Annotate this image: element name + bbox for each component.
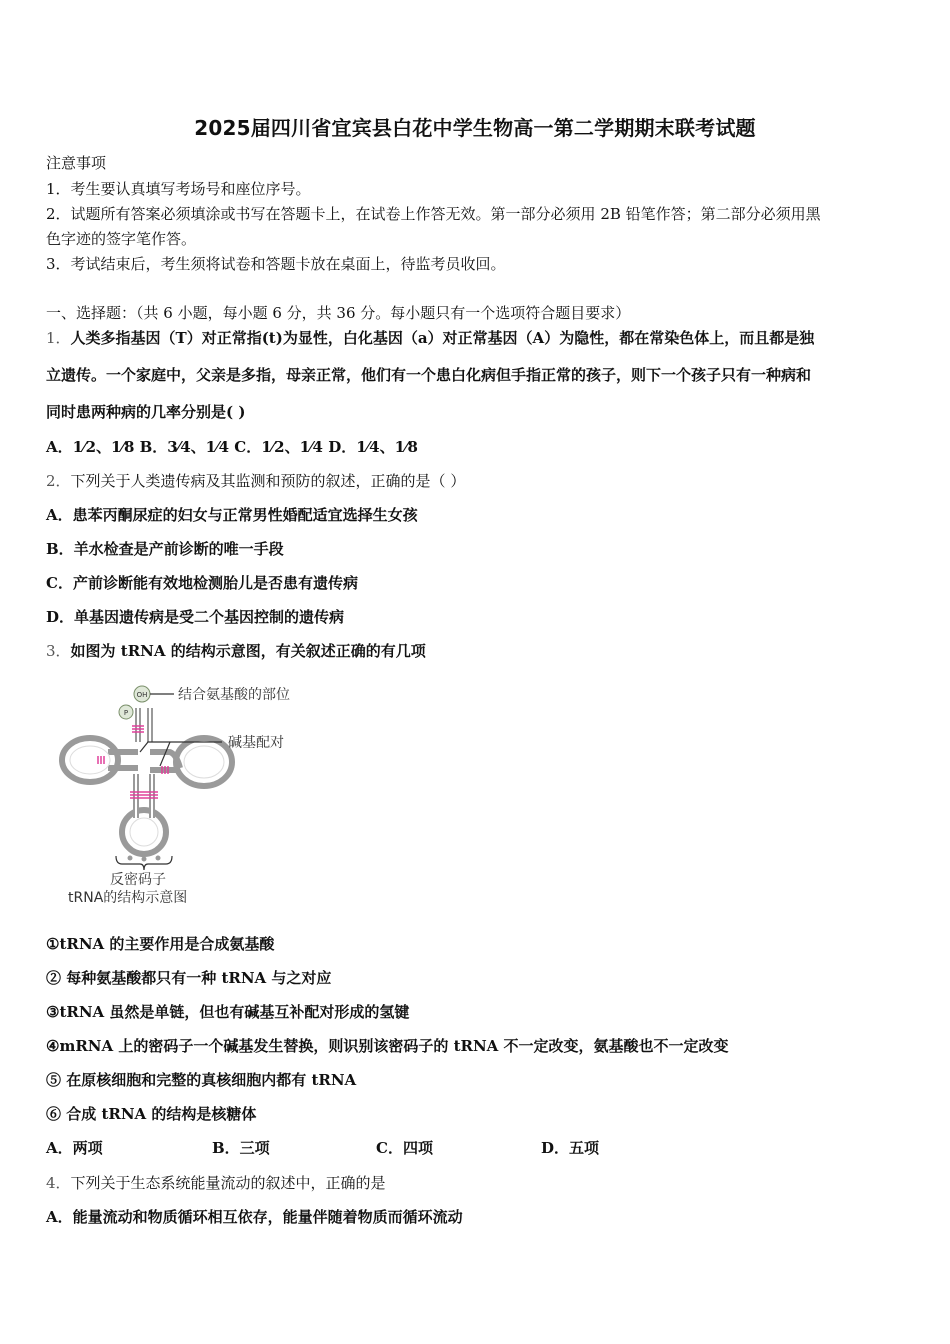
- question-text: 人类多指基因（T）对正常指(t)为显性，白化基因（a）对正常基因（A）为隐性，都在常染色体上，而且都是独: [70, 329, 815, 347]
- statement: ①tRNA 的主要作用是合成氨基酸: [46, 935, 275, 953]
- question-number: 3．: [46, 642, 71, 660]
- notice-item: 2．试题所有答案必须填涂或书写在答题卡上，在试卷上作答无效。第一部分必须用 2B 铅笔作答；第二部分必须用黑: [46, 205, 821, 223]
- statement: ④mRNA 上的密码子一个碱基发生替换，则识别该密码子的 tRNA 不一定改变，氨基酸也不一定改变: [46, 1037, 729, 1055]
- question-text: 如图为 tRNA 的结构示意图，有关叙述正确的有几项: [70, 642, 426, 660]
- question-2-option: D．单基因遗传病是受二个基因控制的遗传病: [46, 608, 345, 626]
- statement: ③tRNA 虽然是单链，但也有碱基互补配对形成的氢键: [46, 1003, 410, 1021]
- option-a: A．两项: [46, 1139, 103, 1157]
- notice-heading: 注意事项: [46, 154, 107, 172]
- option-d: D．五项: [541, 1139, 600, 1157]
- question-4-option: A．能量流动和物质循环相互依存，能量伴随着物质而循环流动: [46, 1208, 463, 1226]
- question-number: 4．: [46, 1174, 71, 1192]
- statement: ⑤ 在原核细胞和完整的真核细胞内都有 tRNA: [46, 1071, 357, 1089]
- trna-diagram: [50, 680, 320, 910]
- question-text: 下列关于人类遗传病及其监测和预防的叙述，正确的是（ ）: [70, 472, 466, 490]
- question-1-line: [46, 327, 814, 348]
- question-text: 下列关于生态系统能量流动的叙述中，正确的是: [70, 1174, 386, 1192]
- page-title: 2025届四川省宜宾县白花中学生物高一第二学期期末联考试题: [194, 116, 756, 140]
- option-b: B．三项: [212, 1139, 270, 1157]
- question-3-options: [46, 1137, 906, 1159]
- question-number: 2．: [46, 472, 71, 490]
- question-2-option: B．羊水检查是产前诊断的唯一手段: [46, 540, 284, 558]
- question-3-stem: [46, 640, 426, 661]
- p-label: P: [123, 709, 129, 717]
- question-number: 1．: [46, 329, 71, 347]
- figure-caption: tRNA的结构示意图: [68, 890, 188, 906]
- question-1-line: 立遗传。一个家庭中，父亲是多指，母亲正常，他们有一个患白化病但手指正常的孩子，则下一个孩子只有一种病和: [46, 366, 812, 384]
- notice-item: 3．考试结束后，考生须将试卷和答题卡放在桌面上，待监考员收回。: [46, 255, 506, 273]
- question-1-line: 同时患两种病的几率分别是( ): [46, 403, 246, 421]
- oh-label: OH: [136, 691, 148, 699]
- question-2-option: C．产前诊断能有效地检测胎儿是否患有遗传病: [46, 574, 358, 592]
- section-header: 一、选择题：（共 6 小题，每小题 6 分，共 36 分。每小题只有一个选项符合题目要求）: [46, 304, 631, 322]
- question-1-options: A．1⁄2、1⁄8 B．3⁄4、1⁄4 C．1⁄2、1⁄4 D．1⁄4、1⁄8: [46, 438, 418, 456]
- question-2-stem: [46, 470, 465, 491]
- question-2-option: A．患苯丙酮尿症的妇女与正常男性婚配适宜选择生女孩: [46, 506, 418, 524]
- notice-item: 色字迹的签字笔作答。: [46, 230, 197, 248]
- label-base-pairing: 碱基配对: [228, 735, 284, 751]
- statement: ② 每种氨基酸都只有一种 tRNA 与之对应: [46, 969, 332, 987]
- statement: ⑥ 合成 tRNA 的结构是核糖体: [46, 1105, 257, 1123]
- question-4-stem: [46, 1172, 386, 1193]
- option-c: C．四项: [376, 1139, 433, 1157]
- label-amino-acid-site: 结合氨基酸的部位: [178, 687, 290, 703]
- notice-item: 1．考生要认真填写考场号和座位序号。: [46, 180, 311, 198]
- label-anticodon: 反密码子: [110, 872, 166, 888]
